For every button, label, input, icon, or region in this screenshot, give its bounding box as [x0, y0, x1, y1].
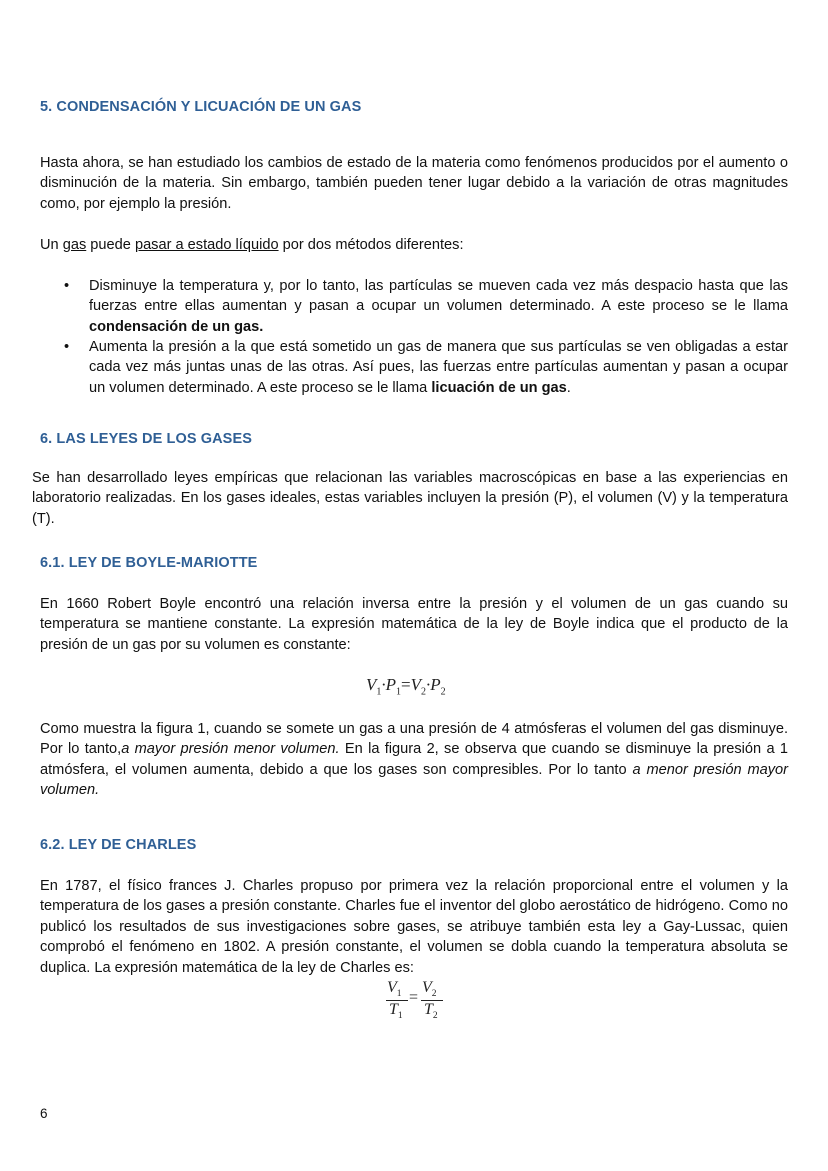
bullet-icon: • [64, 278, 70, 294]
bullet-icon: • [64, 339, 70, 355]
section-5-intro: Hasta ahora, se han estudiado los cambios de estado de la materia como fenómenos producidos por el aumento o disminución de la materia. Sin embargo, también pueden tener lugar debido a la variación de otras magnitudes como, por ejemplo la presión. [40, 155, 788, 212]
charles-formula: $V_1$ $T_1$ = $V_2$ $T_2$ [384, 979, 448, 1025]
section-5-heading: 5. CONDENSACIÓN Y LICUACIÓN DE UN GAS [40, 99, 362, 115]
boyle-formula: $V_1\cdot P_1=V_2\cdot P_2$ [366, 675, 446, 698]
estado-liquido-link[interactable]: pasar a estado líquido [134, 237, 279, 253]
section-6-1-heading: 6.1. LEY DE BOYLE-MARIOTTE [40, 555, 258, 571]
bullet-licuacion: Aumenta la presión a la que está sometido un gas de manera que sus partículas se ven obligadas a estar cada vez más juntas unas de las otras. Así pues, las fuerzas entre partículas aumentan y pasan a ocupar un volumen determinado. A este proceso se le llama licuación de un gas. [89, 339, 788, 396]
section-5-methods-line: Un gas puede pasar a estado líquido por dos métodos diferentes: [40, 237, 464, 253]
section-6-1-explanation: Como muestra la figura 1, cuando se somete un gas a una presión de 4 atmósferas el volumen del gas disminuye. Por lo tanto,a mayor presión menor volumen. En la figura 2, se observa que cuando se disminuye la presión a 1 atmósfera, el volumen aumenta, debido a que los gases son compresibles. Por lo tanto a menor presión mayor volumen. [40, 721, 789, 799]
bullet-condensacion: Disminuye la temperatura y, por lo tanto, las partículas se mueven cada vez más despacio hasta que las fuerzas entre ellas aumentan y pasan a ocupar un volumen determinado. A este proceso se le llama condensación de un gas. [89, 278, 788, 335]
page-number: 6 [40, 1106, 48, 1121]
gas-link[interactable]: gas [62, 237, 87, 253]
section-6-heading: 6. LAS LEYES DE LOS GASES [40, 431, 252, 447]
section-6-1-text: En 1660 Robert Boyle encontró una relación inversa entre la presión y el volumen de un gas cuando su temperatura se mantiene constante. La expresión matemática de la ley de Boyle indica que el producto de la presión de un gas por su volumen es constante: [40, 596, 788, 653]
section-6-2-text: En 1787, el físico frances J. Charles propuso por primera vez la relación proporcional entre el volumen y la temperatura de los gases a presión constante. Charles fue el inventor del globo aerostático de hidrógeno. Como no publicó los resultados de sus investigaciones sobre gases, se atribuye también esta ley a Gay-Lussac, quien comprobó el fenómeno en 1802. A presión constante, el volumen se dobla cuando la temperatura absoluta se duplica. La expresión matemática de la ley de Charles es: [40, 878, 788, 976]
section-6-text: Se han desarrollado leyes empíricas que relacionan las variables macroscópicas en base a las experiencias en laboratorio realizadas. En los gases ideales, estas variables incluyen la presión (P), el volumen (V) y la temperatura (T). [32, 470, 788, 527]
section-6-2-heading: 6.2. LEY DE CHARLES [40, 837, 197, 853]
